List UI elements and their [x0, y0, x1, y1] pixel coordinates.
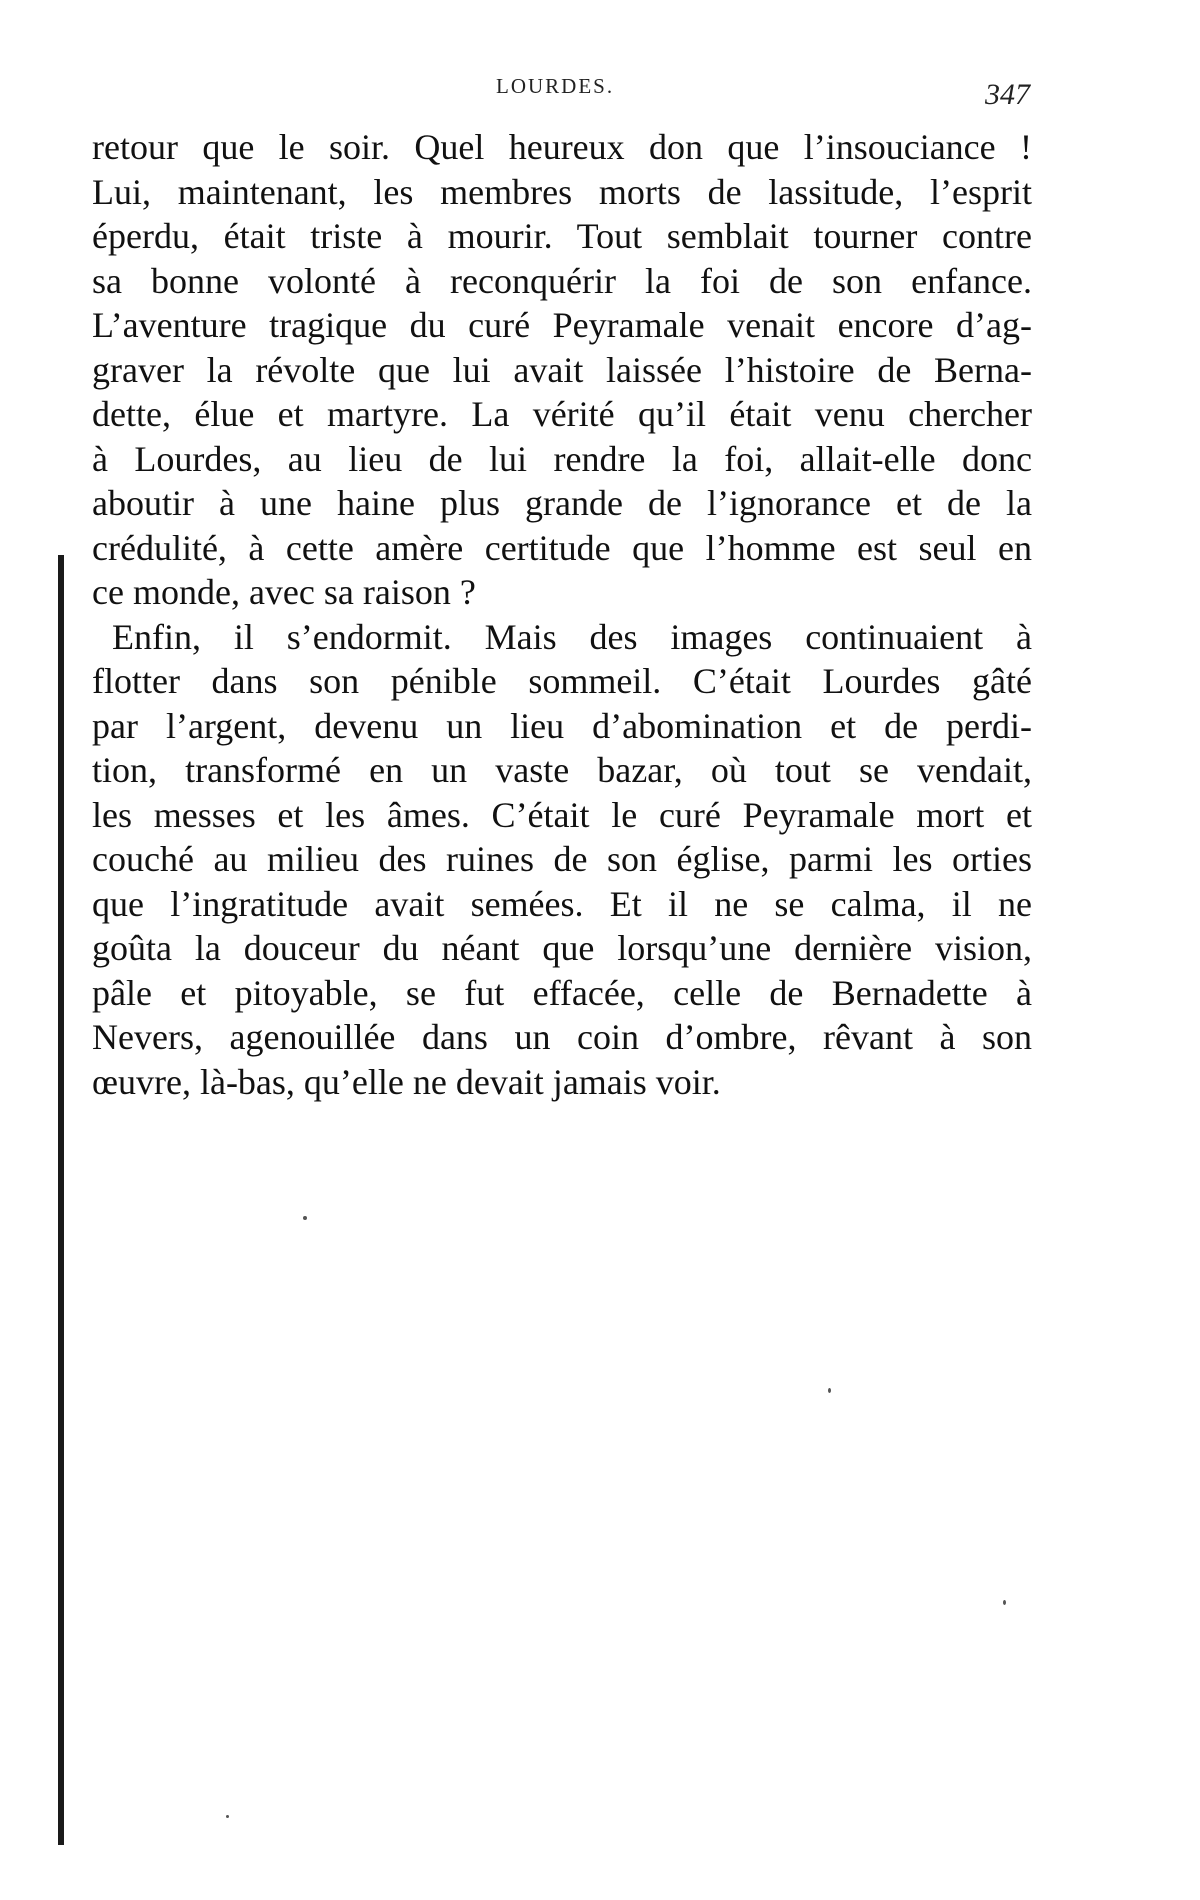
text-line: ce monde, avec sa raison ? [92, 572, 476, 612]
text-line: par l’argent, devenu un lieu d’abomination et de perdi- [92, 705, 1032, 746]
page-number: 347 [985, 78, 1030, 111]
text-line: pâle et pitoyable, se fut effacée, celle de Bernadette à [92, 972, 1032, 1013]
running-head: LOURDES. [496, 74, 615, 98]
text-line: crédulité, à cette amère certitude que l’homme est seul en [92, 527, 1032, 568]
scan-speck [303, 1216, 307, 1220]
text-line: dette, élue et martyre. La vérité qu’il était venu chercher [92, 394, 1032, 434]
text-line: Lui, maintenant, les membres morts de lassitude, l’esprit [92, 171, 1032, 212]
scan-speck [828, 1388, 831, 1393]
scan-speck [1003, 1600, 1006, 1605]
text-line: Enfin, il s’endormit. Mais des images continuaient à [112, 616, 1032, 657]
text-line: éperdu, était triste à mourir. Tout semblait tourner contre [92, 216, 1032, 256]
paragraph-1 [92, 125, 1032, 615]
text-line: aboutir à une haine plus grande de l’ignorance et de la [92, 483, 1032, 523]
text-line: flotter dans son pénible sommeil. C’était Lourdes gâté [92, 661, 1032, 701]
text-line: œuvre, là-bas, qu’elle ne devait jamais voir. [92, 1061, 721, 1102]
text-line: que l’ingratitude avait semées. Et il ne se calma, il ne [92, 883, 1032, 924]
text-line: couché au milieu des ruines de son église, parmi les orties [92, 839, 1032, 879]
paragraph-2 [92, 615, 1032, 1105]
text-line: les messes et les âmes. C’était le curé Peyramale mort et [92, 794, 1032, 835]
text-line: L’aventure tragique du curé Peyramale venait encore d’ag- [92, 305, 1032, 345]
scan-speck [226, 1815, 229, 1818]
text-line: sa bonne volonté à reconquérir la foi de son enfance. [92, 260, 1032, 301]
text-line: tion, transformé en un vaste bazar, où tout se vendait, [92, 750, 1032, 790]
body-text [92, 125, 1032, 1104]
text-line: à Lourdes, au lieu de lui rendre la foi, allait-elle donc [92, 438, 1032, 479]
text-line: Nevers, agenouillée dans un coin d’ombre, rêvant à son [92, 1017, 1032, 1057]
text-line: goûta la douceur du néant que lorsqu’une dernière vision, [92, 928, 1032, 968]
text-line: graver la révolte que lui avait laissée l’histoire de Berna- [92, 349, 1032, 390]
text-line: retour que le soir. Quel heureux don que l’insouciance ! [92, 127, 1032, 167]
page-binding-edge [58, 555, 64, 1845]
